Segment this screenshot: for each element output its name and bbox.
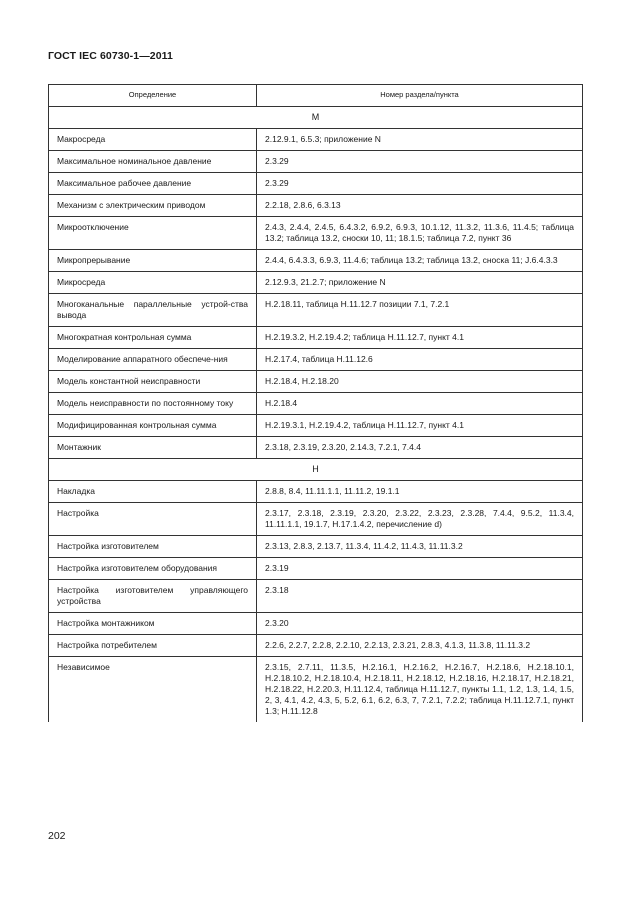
section-reference-cell: H.2.19.3.1, H.2.19.4.2, таблица H.11.12.7, пункт 4.1 [257,415,583,437]
table-body [49,107,583,723]
table-row [49,217,583,250]
column-header-definition: Определение [49,85,257,107]
table-row [49,371,583,393]
section-reference-cell: 2.3.20 [257,613,583,635]
table-row [49,173,583,195]
definition-cell: Моделирование аппаратного обеспече-ния [49,349,257,371]
table-row [49,327,583,349]
index-table [48,84,583,722]
section-reference-cell: H.2.18.4 [257,393,583,415]
definition-cell: Настройка изготовителем оборудования [49,558,257,580]
definition-cell: Монтажник [49,437,257,459]
column-header-section-number: Номер раздела/пункта [257,85,583,107]
table-row [49,503,583,536]
definition-cell: Настройка монтажником [49,613,257,635]
section-reference-cell: 2.8.8, 8.4, 11.11.1.1, 11.11.2, 19.1.1 [257,481,583,503]
section-reference-cell: 2.3.15, 2.7.11, 11.3.5, H.2.16.1, H.2.16.2, H.2.16.7, H.2.18.6, H.2.18.10.1, H.2.18.10.2, H.2.18.10.4, H.2.18.11, H.2.18.12, H.2.18.16, H.2.18.17, H.2.18.21, H.2.18.22, H.2.20.3, H.11.12.4, таблица H.11.12.7, пункты 1.1, 1.2, 1.3, 1.4, 1.5, 2, 3, 4.1, 4.2, 4.3, 5, 5.2, 6.1, 6.2, 6.3, 7, 7.2.1, 7.2.2; таблица H.11.12.7.1, пункт 1.3; H.11.12.8 [257,657,583,723]
document-header: ГОСТ IEC 60730-1—2011 [48,50,173,62]
section-reference-cell: 2.4.4, 6.4.3.3, 6.9.3, 11.4.6; таблица 13.2; таблица 13.2, сноска 11; J.6.4.3.3 [257,250,583,272]
section-reference-cell: 2.3.29 [257,151,583,173]
table-row [49,613,583,635]
definition-cell: Многократная контрольная сумма [49,327,257,349]
definition-cell: Макросреда [49,129,257,151]
section-reference-cell: 2.3.29 [257,173,583,195]
table-row [49,635,583,657]
section-reference-cell: 2.3.17, 2.3.18, 2.3.19, 2.3.20, 2.3.22, 2.3.23, 2.3.28, 7.4.4, 9.5.2, 11.3.4, 11.11.1.1, 19.1.7, H.17.1.4.2, перечисление d) [257,503,583,536]
definition-cell: Независимое [49,657,257,723]
definition-cell: Настройка изготовителем управляющего устройства [49,580,257,613]
definition-cell: Настройка изготовителем [49,536,257,558]
definition-cell: Настройка [49,503,257,536]
section-letter-row [49,459,583,481]
section-reference-cell: H.2.18.4, H.2.18.20 [257,371,583,393]
definition-cell: Максимальное номинальное давление [49,151,257,173]
table-row [49,481,583,503]
section-letter-row [49,107,583,129]
table-row [49,272,583,294]
section-letter: Н [49,459,583,481]
table-row [49,250,583,272]
section-reference-cell: 2.3.18 [257,580,583,613]
section-reference-cell: H.2.19.3.2, H.2.19.4.2; таблица H.11.12.7, пункт 4.1 [257,327,583,349]
definition-cell: Модель константной неисправности [49,371,257,393]
definition-cell: Механизм с электрическим приводом [49,195,257,217]
table-header-row [49,85,583,107]
definition-cell: Модифицированная контрольная сумма [49,415,257,437]
definition-cell: Микроотключение [49,217,257,250]
section-reference-cell: 2.3.19 [257,558,583,580]
section-reference-cell: 2.4.3, 2.4.4, 2.4.5, 6.4.3.2, 6.9.2, 6.9.3, 10.1.12, 11.3.2, 11.3.6, 11.4.5; таблица 13.2; таблица 13.2, сноски 10, 11; 18.1.5; таблица 7.2, пункт 36 [257,217,583,250]
section-reference-cell: 2.12.9.1, 6.5.3; приложение N [257,129,583,151]
section-reference-cell: H.2.17.4, таблица H.11.12.6 [257,349,583,371]
section-reference-cell: 2.2.6, 2.2.7, 2.2.8, 2.2.10, 2.2.13, 2.3.21, 2.8.3, 4.1.3, 11.3.8, 11.11.3.2 [257,635,583,657]
table-row [49,129,583,151]
table-row [49,657,583,723]
table-row [49,536,583,558]
table-row [49,558,583,580]
table-row [49,151,583,173]
definition-cell: Микропрерывание [49,250,257,272]
table-row [49,415,583,437]
section-letter: М [49,107,583,129]
page-number: 202 [48,830,66,842]
definition-cell: Модель неисправности по постоянному току [49,393,257,415]
definition-cell: Максимальное рабочее давление [49,173,257,195]
table-row [49,393,583,415]
section-reference-cell: 2.3.13, 2.8.3, 2.13.7, 11.3.4, 11.4.2, 11.4.3, 11.11.3.2 [257,536,583,558]
table-row [49,349,583,371]
definition-cell: Многоканальные параллельные устрой-ства вывода [49,294,257,327]
definition-cell: Накладка [49,481,257,503]
definition-cell: Микросреда [49,272,257,294]
section-reference-cell: H.2.18.11, таблица H.11.12.7 позиции 7.1, 7.2.1 [257,294,583,327]
section-reference-cell: 2.12.9.3, 21.2.7; приложение N [257,272,583,294]
definition-cell: Настройка потребителем [49,635,257,657]
section-reference-cell: 2.2.18, 2.8.6, 6.3.13 [257,195,583,217]
section-reference-cell: 2.3.18, 2.3.19, 2.3.20, 2.14.3, 7.2.1, 7.4.4 [257,437,583,459]
table-row [49,437,583,459]
table-row [49,195,583,217]
table-row [49,580,583,613]
table-row [49,294,583,327]
